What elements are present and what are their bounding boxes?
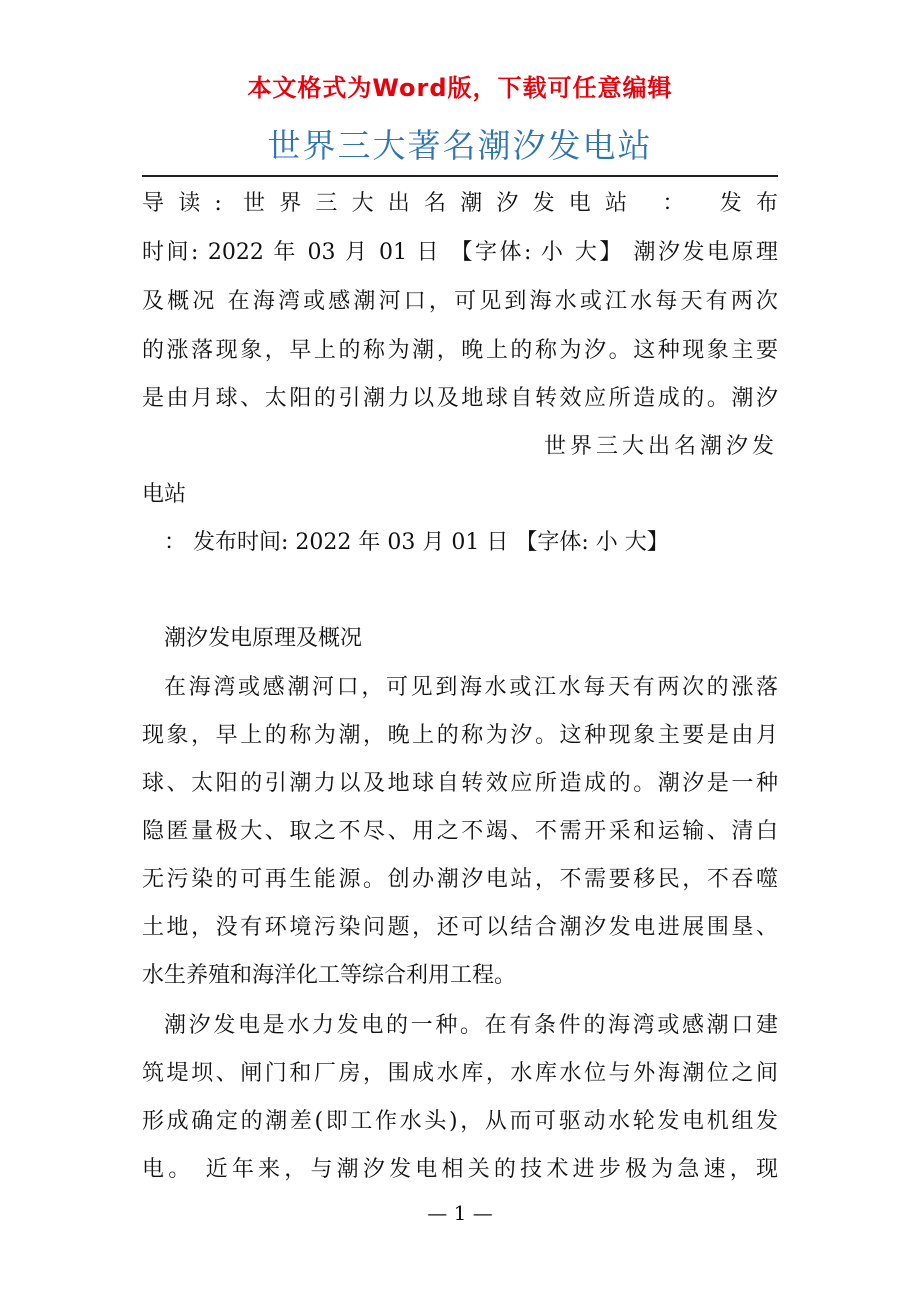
download-banner: 本文格式为Word版，下载可任意编辑	[247, 74, 673, 102]
body-line: 的涨落现象，早上的称为潮，晚上的称为汐。这种现象主要	[142, 338, 778, 363]
body-line: 导读: 世界三大出名潮汐发电站 ： 发布	[142, 191, 778, 216]
section-heading: 潮汐发电原理及概况	[164, 626, 363, 651]
paragraph-line: 水生养殖和海洋化工等综合利用工程。	[142, 963, 517, 988]
paragraph-line: 土地，没有环境污染问题，还可以结合潮汐发电进展围垦、	[142, 915, 778, 940]
paragraph-line: 形成确定的潮差(即工作水头)，从而可驱动水轮发电机组发	[142, 1109, 778, 1134]
body-line: 电站	[142, 482, 187, 507]
paragraph-line: 隐匿量极大、取之不尽、用之不竭、不需开采和运输、清白	[142, 819, 778, 844]
paragraph-line: 电。 近年来，与潮汐发电相关的技术进步极为急速，现	[142, 1157, 778, 1182]
paragraph-line: 球、太阳的引潮力以及地球自转效应所造成的。潮汐是一种	[142, 771, 778, 796]
paragraph-line: 潮汐发电是水力发电的一种。在有条件的海湾或感潮口建	[164, 1013, 778, 1038]
paragraph-line: 在海湾或感潮河口，可见到海水或江水每天有两次的涨落	[164, 675, 778, 700]
paragraph-line: 现象，早上的称为潮，晚上的称为汐。这种现象主要是由月	[142, 723, 778, 748]
document-title: 世界三大著名潮汐发电站	[267, 126, 653, 165]
body-line: 时间: 2022 年 03 月 01 日 【字体: 小 大】 潮汐发电原理	[142, 240, 778, 265]
page-number: — 1 —	[427, 1201, 493, 1225]
paragraph-line: 筑堤坝、闸门和厂房，围成水库，水库水位与外海潮位之间	[142, 1061, 778, 1086]
title-divider	[142, 175, 778, 177]
body-line: 及概况 在海湾或感潮河口，可见到海水或江水每天有两次	[142, 289, 778, 314]
body-line: 世界三大出名潮汐发	[543, 434, 778, 459]
paragraph-line: 无污染的可再生能源。创办潮汐电站，不需要移民，不吞噬	[142, 867, 778, 892]
body-line: ： 发布时间: 2022 年 03 月 01 日 【字体: 小 大】	[164, 530, 669, 555]
body-line: 是由月球、太阳的引潮力以及地球自转效应所造成的。潮汐	[142, 386, 778, 411]
